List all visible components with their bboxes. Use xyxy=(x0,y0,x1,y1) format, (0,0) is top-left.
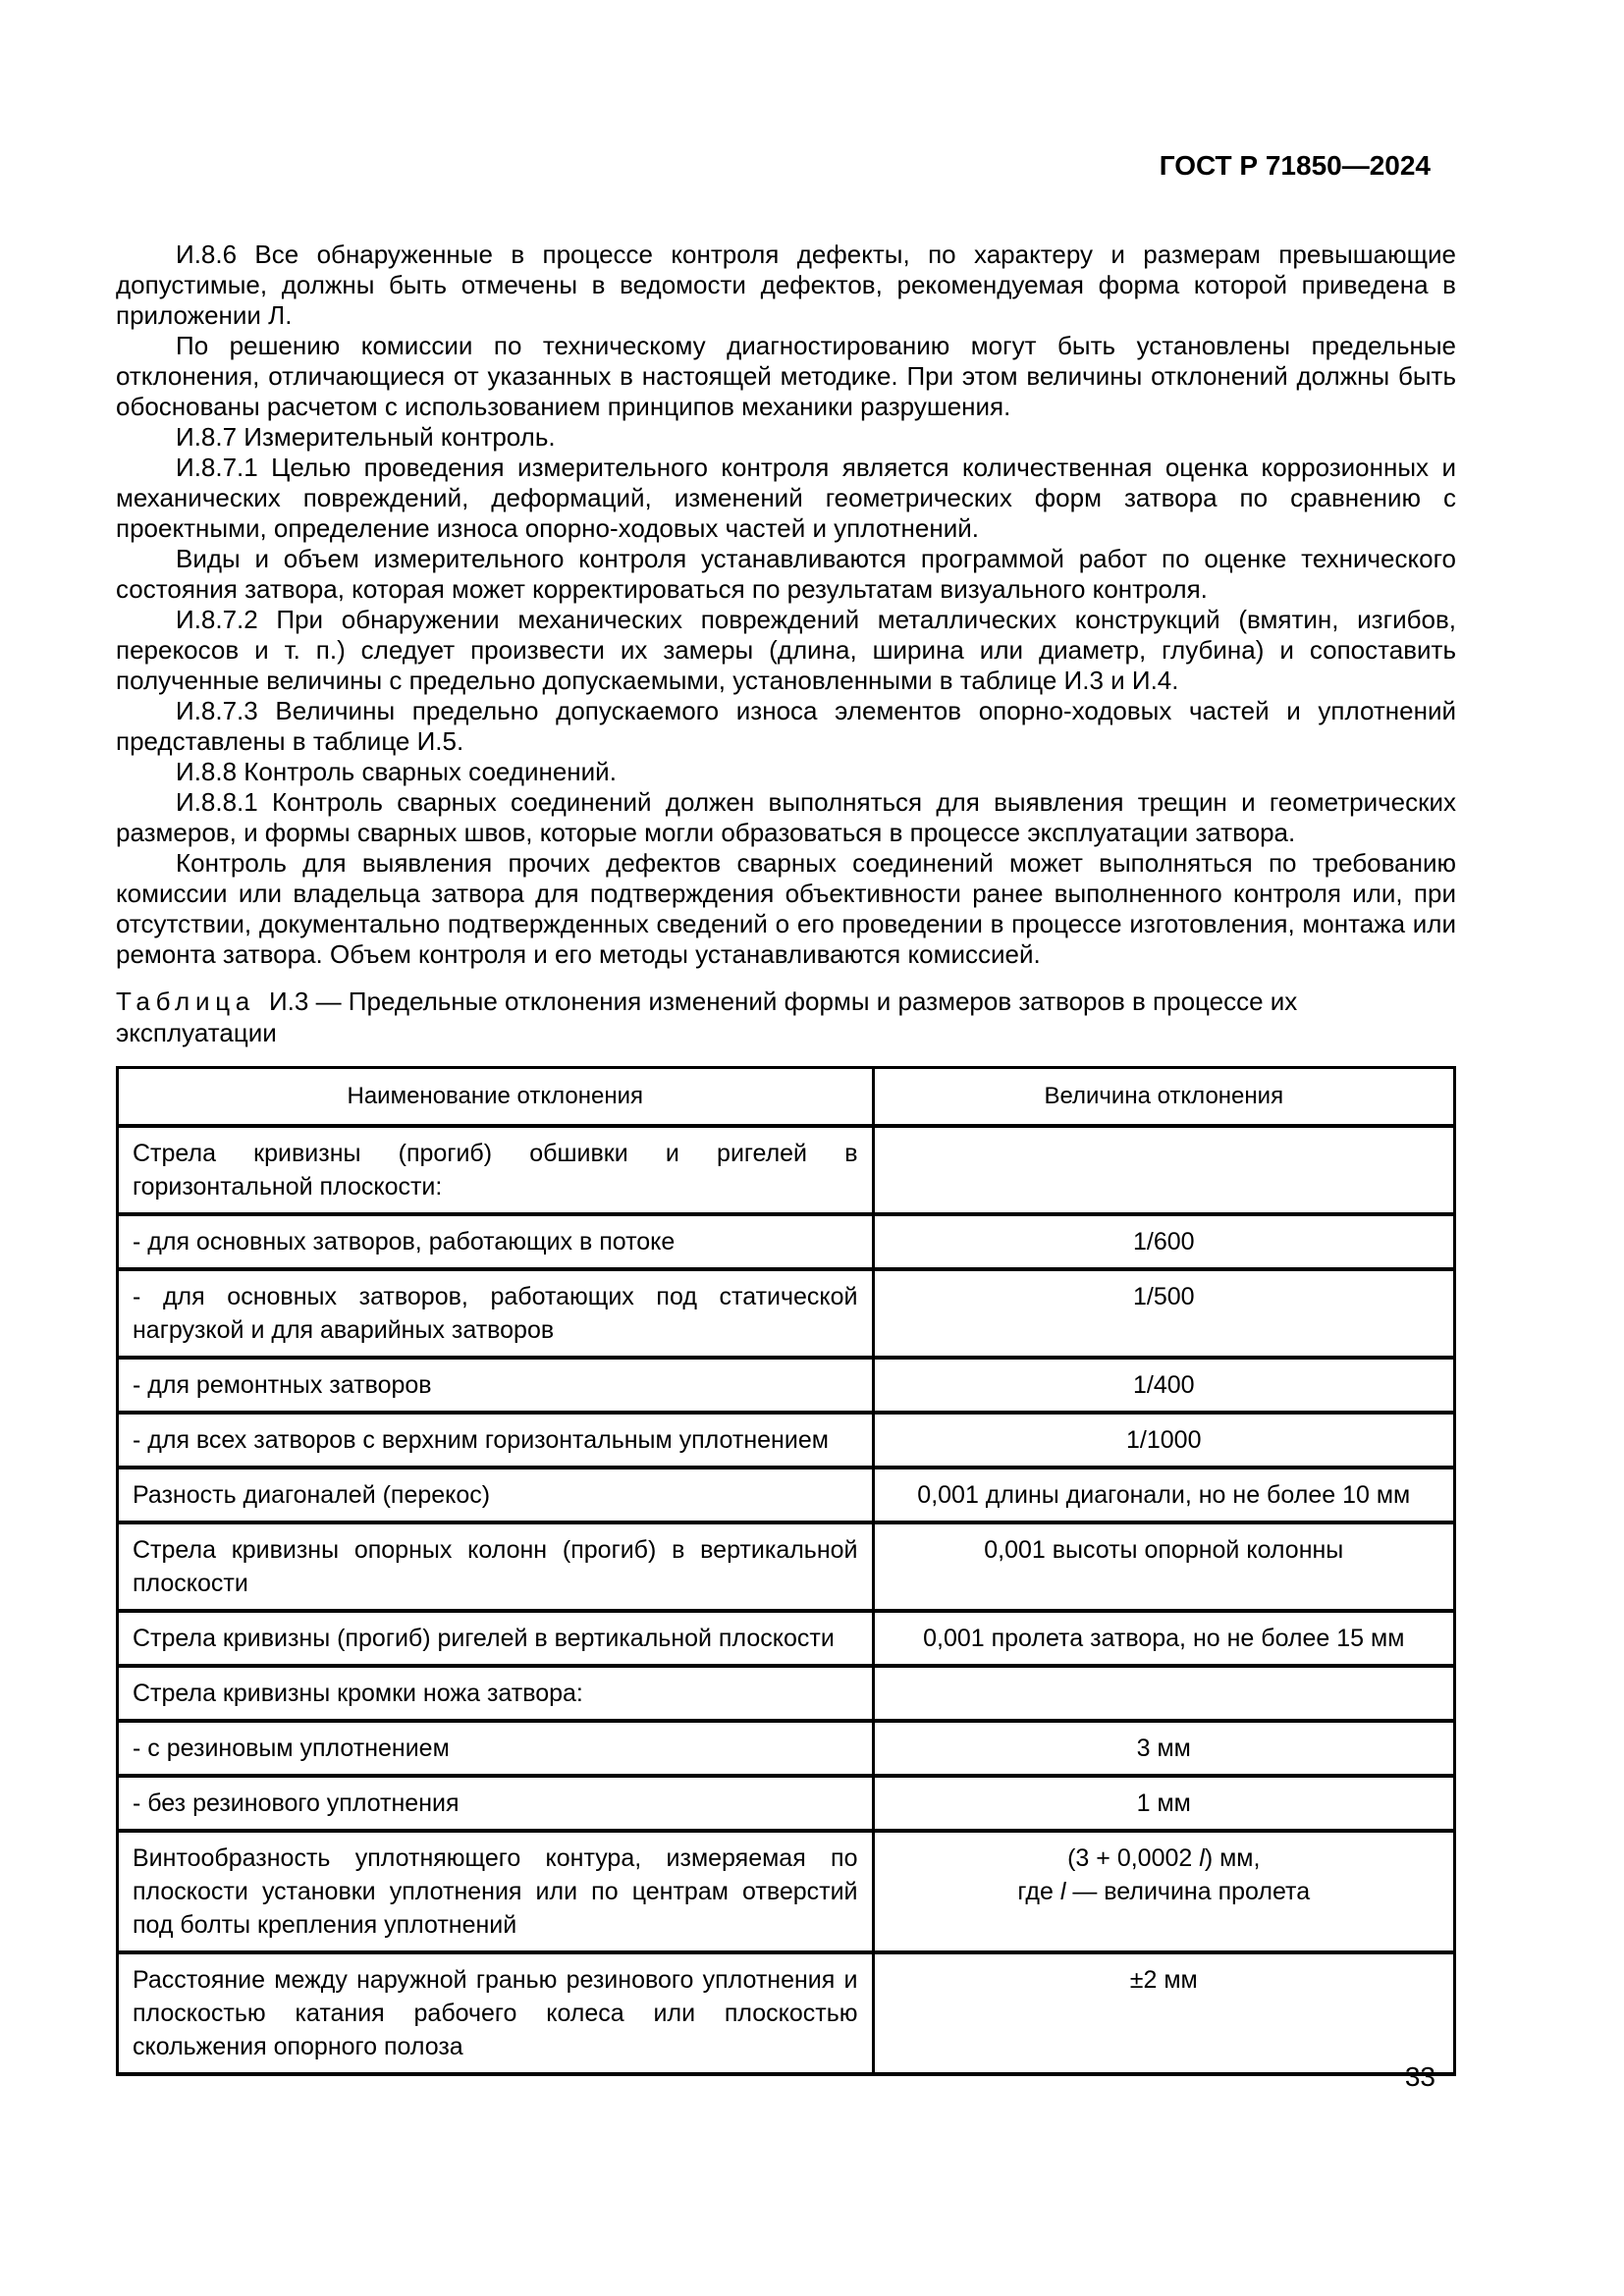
standard-number-header: ГОСТ Р 71850—2024 xyxy=(1159,150,1431,181)
deviation-name: Расстояние между наружной гранью резинового уплотнения и плоскостью катания рабочего колеса или плоскостью скольжения опорного полоза xyxy=(118,1952,874,2074)
table-row xyxy=(118,1721,1455,1776)
deviation-name: - для всех затворов с верхним горизонтальным уплотнением xyxy=(118,1413,874,1468)
deviation-name: - для ремонтных затворов xyxy=(118,1358,874,1413)
deviation-value xyxy=(873,1666,1454,1721)
deviation-value: 1/400 xyxy=(873,1358,1454,1413)
formula-line-2 xyxy=(889,1875,1439,1908)
table-row xyxy=(118,1214,1455,1269)
deviation-name: Стрела кривизны (прогиб) обшивки и ригелей в горизонтальной плоскости: xyxy=(118,1126,874,1214)
deviation-value: 1/500 xyxy=(873,1269,1454,1358)
table-row xyxy=(118,1358,1455,1413)
table-row xyxy=(118,1269,1455,1358)
paragraph-scope-of-control: Виды и объем измерительного контроля устанавливаются программой работ по оценке технического состояния затвора, которая может корректироваться по результатам визуального контроля. xyxy=(116,544,1456,604)
paragraph-i-8-7-1: И.8.7.1 Целью проведения измерительного контроля является количественная оценка коррозионных и механических повреждений, деформаций, изменений геометрических форм затвора по сравнению с проектными, определение износа опорно-ходовых частей и уплотнений. xyxy=(116,453,1456,543)
deviation-name: - для основных затворов, работающих в потоке xyxy=(118,1214,874,1269)
deviation-name: Стрела кривизны (прогиб) ригелей в вертикальной плоскости xyxy=(118,1611,874,1666)
deviation-value: 0,001 высоты опорной колонны xyxy=(873,1522,1454,1611)
deviation-value: 1/1000 xyxy=(873,1413,1454,1468)
deviation-name: - без резинового уплотнения xyxy=(118,1776,874,1831)
body-text xyxy=(116,240,1456,970)
formula-text: (3 + 0,0002 xyxy=(1067,1844,1200,1872)
page-content xyxy=(116,150,1456,2076)
table-caption-text: И.3 — Предельные отклонения изменений формы и размеров затворов в процессе их эксплуатации xyxy=(116,987,1298,1047)
deviation-name: Стрела кривизны опорных колонн (прогиб) в вертикальной плоскости xyxy=(118,1522,874,1611)
formula-variable-l: l xyxy=(1199,1844,1205,1872)
deviation-value-formula xyxy=(873,1831,1454,1952)
table-row xyxy=(118,1611,1455,1666)
deviation-value: 0,001 длины диагонали, но не более 10 мм xyxy=(873,1468,1454,1522)
deviation-value: 3 мм xyxy=(873,1721,1454,1776)
table-caption xyxy=(116,986,1456,1048)
deviation-name: - с резиновым уплотнением xyxy=(118,1721,874,1776)
table-body xyxy=(118,1126,1455,2074)
column-header-deviation-name: Наименование отклонения xyxy=(118,1068,874,1127)
paragraph-i-8-7-2: И.8.7.2 При обнаружении механических повреждений металлических конструкций (вмятин, изгибов, перекосов и т. п.) следует произвести их замеры (длина, ширина или диаметр, глубина) и сопоставить полученные величины с предельно допускаемыми, установленными в таблице И.3 и И.4. xyxy=(116,605,1456,695)
column-header-deviation-value: Величина отклонения xyxy=(873,1068,1454,1127)
deviation-value xyxy=(873,1126,1454,1214)
formula-text: где xyxy=(1017,1878,1060,1905)
table-row xyxy=(118,1952,1455,2074)
table-row xyxy=(118,1413,1455,1468)
table-row xyxy=(118,1126,1455,1214)
paragraph-i-8-7: И.8.7 Измерительный контроль. xyxy=(176,422,556,452)
table-header xyxy=(118,1068,1455,1127)
table-row xyxy=(118,1776,1455,1831)
deviation-name: Разность диагоналей (перекос) xyxy=(118,1468,874,1522)
formula-text: ) мм, xyxy=(1204,1844,1261,1872)
deviation-name: Винтообразность уплотняющего контура, измеряемая по плоскости установки уплотнения или по центрам отверстий под болты крепления уплотнений xyxy=(118,1831,874,1952)
deviation-name: Стрела кривизны кромки ножа затвора: xyxy=(118,1666,874,1721)
formula-text: — величина пролета xyxy=(1065,1878,1311,1905)
deviation-name: - для основных затворов, работающих под статической нагрузкой и для аварийных затворов xyxy=(118,1269,874,1358)
paragraph-commission-decision: По решению комиссии по техническому диагностированию могут быть установлены предельные отклонения, отличающиеся от указанных в настоящей методике. При этом величины отклонений должны быть обоснованы расчетом с использованием принципов механики разрушения. xyxy=(116,331,1456,421)
deviation-value: 1 мм xyxy=(873,1776,1454,1831)
table-caption-word: Таблица xyxy=(116,987,255,1016)
deviation-value: 0,001 пролета затвора, но не более 15 мм xyxy=(873,1611,1454,1666)
page-number: 33 xyxy=(1404,2061,1435,2092)
paragraph-i-8-7-3: И.8.7.3 Величины предельно допускаемого износа элементов опорно-ходовых частей и уплотнений представлены в таблице И.5. xyxy=(116,696,1456,756)
formula-variable-l: l xyxy=(1059,1878,1066,1905)
paragraph-i-8-6: И.8.6 Все обнаруженные в процессе контроля дефекты, по характеру и размерам превышающие допустимые, должны быть отмечены в ведомости дефектов, рекомендуемая форма которой приведена в приложении Л. xyxy=(116,240,1456,330)
table-row xyxy=(118,1468,1455,1522)
table-i3 xyxy=(116,1066,1456,2076)
table-header-row xyxy=(118,1068,1455,1127)
paragraph-i-8-8-1: И.8.8.1 Контроль сварных соединений должен выполняться для выявления трещин и геометрических размеров, и формы сварных швов, которые могли образоваться в процессе эксплуатации затвора. xyxy=(116,787,1456,847)
formula-line-1 xyxy=(889,1842,1439,1875)
deviation-value: ±2 мм xyxy=(873,1952,1454,2074)
table-row xyxy=(118,1522,1455,1611)
deviation-value: 1/600 xyxy=(873,1214,1454,1269)
paragraph-weld-other-defects: Контроль для выявления прочих дефектов сварных соединений может выполняться по требованию комиссии или владельца затвора для подтверждения объективности ранее выполненного контроля или, при отсутствии, документально подтвержденных сведений о его проведении в процессе изготовления, монтажа или ремонта затвора. Объем контроля и его методы устанавливаются комиссией. xyxy=(116,848,1456,969)
paragraph-i-8-8: И.8.8 Контроль сварных соединений. xyxy=(176,757,617,786)
table-row xyxy=(118,1831,1455,1952)
table-row xyxy=(118,1666,1455,1721)
